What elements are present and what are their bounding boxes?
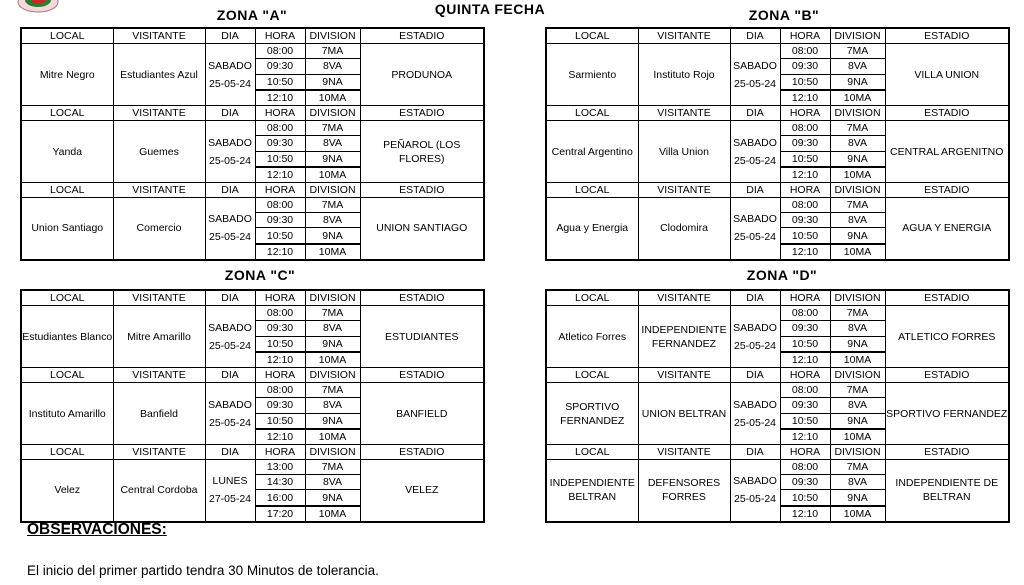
match-division: 10MA — [830, 506, 885, 522]
local-team: INDEPENDIENTE BELTRAN — [546, 460, 638, 522]
dia-header: DIA — [205, 28, 255, 44]
local-team: Estudiantes Blanco — [21, 306, 113, 368]
match-time: 10:50 — [780, 490, 830, 506]
match-division: 7MA — [305, 306, 360, 321]
visitante-team: Instituto Rojo — [638, 44, 730, 106]
day-date: 25-05-24 — [733, 339, 777, 352]
dia-header: DIA — [730, 444, 780, 459]
match-division: 9NA — [305, 490, 360, 506]
match-row — [21, 44, 484, 59]
stadium: INDEPENDIENTE DE BELTRAN — [885, 460, 1009, 522]
day-name: SABADO — [733, 213, 777, 226]
local-team: SPORTIVO FERNANDEZ — [546, 383, 638, 445]
match-division: 7MA — [830, 383, 885, 398]
visitante-team: UNION BELTRAN — [638, 383, 730, 445]
match-time: 12:10 — [255, 352, 305, 368]
local-team: Union Santiago — [21, 198, 113, 260]
match-time: 12:10 — [780, 429, 830, 445]
local-header: LOCAL — [21, 444, 113, 459]
match-time: 10:50 — [255, 336, 305, 352]
match-division: 7MA — [830, 121, 885, 136]
visitante-header: VISITANTE — [113, 290, 205, 306]
match-time: 08:00 — [255, 198, 305, 213]
header-row — [21, 28, 484, 44]
header-row — [546, 28, 1009, 44]
match-division: 9NA — [305, 336, 360, 352]
day-name: SABADO — [208, 213, 252, 226]
match-time: 08:00 — [780, 460, 830, 475]
match-division: 10MA — [305, 429, 360, 445]
match-division: 9NA — [305, 151, 360, 167]
match-time: 09:30 — [780, 213, 830, 228]
local-header: LOCAL — [546, 367, 638, 382]
match-division: 10MA — [830, 167, 885, 183]
local-header: LOCAL — [546, 28, 638, 44]
match-time: 09:30 — [780, 475, 830, 490]
day-name: SABADO — [733, 398, 777, 411]
match-row — [546, 460, 1009, 475]
fixture-table — [545, 27, 1010, 261]
zone-b-title: ZONA "B" — [748, 7, 820, 23]
local-header: LOCAL — [546, 290, 638, 306]
visitante-header: VISITANTE — [638, 105, 730, 120]
match-division: 7MA — [305, 460, 360, 475]
local-team: Atletico Forres — [546, 306, 638, 368]
estadio-header: ESTADIO — [885, 444, 1009, 459]
hora-header: HORA — [780, 105, 830, 120]
division-header: DIVISION — [830, 367, 885, 382]
match-row — [21, 383, 484, 398]
zone-c-title: ZONA "C" — [224, 267, 296, 283]
match-day — [730, 44, 780, 106]
division-header: DIVISION — [305, 182, 360, 197]
header-row — [546, 367, 1009, 382]
estadio-header: ESTADIO — [885, 290, 1009, 306]
estadio-header: ESTADIO — [360, 444, 484, 459]
estadio-header: ESTADIO — [360, 182, 484, 197]
match-division: 9NA — [305, 228, 360, 244]
visitante-team: Clodomira — [638, 198, 730, 260]
match-time: 12:10 — [780, 167, 830, 183]
local-header: LOCAL — [546, 105, 638, 120]
header-row — [21, 290, 484, 306]
match-day — [730, 383, 780, 445]
match-division: 9NA — [305, 413, 360, 429]
match-time: 08:00 — [780, 198, 830, 213]
local-header: LOCAL — [21, 105, 113, 120]
match-day — [730, 121, 780, 183]
match-row — [546, 121, 1009, 136]
local-team: Agua y Energia — [546, 198, 638, 260]
match-day — [205, 306, 255, 368]
local-team: Instituto Amarillo — [21, 383, 113, 445]
match-division: 9NA — [830, 336, 885, 352]
match-time: 09:30 — [780, 398, 830, 413]
visitante-team: DEFENSORES FORRES — [638, 460, 730, 522]
division-header: DIVISION — [830, 182, 885, 197]
match-division: 10MA — [305, 244, 360, 260]
fixture-table — [545, 289, 1010, 523]
estadio-header: ESTADIO — [885, 105, 1009, 120]
match-division: 8VA — [305, 475, 360, 490]
day-date: 25-05-24 — [733, 416, 777, 429]
match-division: 10MA — [305, 167, 360, 183]
visitante-team: Comercio — [113, 198, 205, 260]
visitante-header: VISITANTE — [113, 444, 205, 459]
match-row — [546, 306, 1009, 321]
visitante-header: VISITANTE — [638, 444, 730, 459]
zone-d-table — [545, 289, 1008, 523]
match-day — [730, 460, 780, 522]
match-division: 8VA — [305, 213, 360, 228]
visitante-team: Central Cordoba — [113, 460, 205, 522]
local-team: Central Argentino — [546, 121, 638, 183]
match-division: 7MA — [305, 44, 360, 59]
match-division: 10MA — [830, 429, 885, 445]
estadio-header: ESTADIO — [360, 290, 484, 306]
match-division: 10MA — [305, 352, 360, 368]
day-name: SABADO — [208, 398, 252, 411]
dia-header: DIA — [730, 290, 780, 306]
estadio-header: ESTADIO — [885, 367, 1009, 382]
match-division: 8VA — [830, 398, 885, 413]
day-date: 25-05-24 — [208, 339, 252, 352]
dia-header: DIA — [205, 444, 255, 459]
day-date: 25-05-24 — [733, 231, 777, 244]
division-header: DIVISION — [830, 444, 885, 459]
header-row — [546, 444, 1009, 459]
hora-header: HORA — [255, 105, 305, 120]
visitante-team: Guemes — [113, 121, 205, 183]
match-time: 12:10 — [255, 244, 305, 260]
hora-header: HORA — [255, 28, 305, 44]
match-time: 10:50 — [780, 228, 830, 244]
stadium: CENTRAL ARGENITNO — [885, 121, 1009, 183]
match-division: 8VA — [305, 321, 360, 336]
dia-header: DIA — [730, 182, 780, 197]
estadio-header: ESTADIO — [360, 28, 484, 44]
division-header: DIVISION — [830, 290, 885, 306]
visitante-header: VISITANTE — [113, 28, 205, 44]
day-date: 25-05-24 — [733, 493, 777, 506]
division-header: DIVISION — [830, 105, 885, 120]
header-row — [21, 444, 484, 459]
stadium: AGUA Y ENERGIA — [885, 198, 1009, 260]
visitante-team: Estudiantes Azul — [113, 44, 205, 106]
zone-b-table — [545, 27, 1008, 261]
match-day — [205, 383, 255, 445]
match-time: 09:30 — [780, 321, 830, 336]
match-division: 10MA — [830, 244, 885, 260]
match-division: 9NA — [830, 413, 885, 429]
match-time: 10:50 — [780, 336, 830, 352]
dia-header: DIA — [205, 182, 255, 197]
match-division: 7MA — [830, 198, 885, 213]
day-date: 25-05-24 — [208, 154, 252, 167]
day-name: SABADO — [208, 321, 252, 334]
match-division: 7MA — [830, 460, 885, 475]
day-name: SABADO — [208, 59, 252, 72]
hora-header: HORA — [780, 182, 830, 197]
match-day — [205, 121, 255, 183]
stadium: SPORTIVO FERNANDEZ — [885, 383, 1009, 445]
match-time: 08:00 — [255, 383, 305, 398]
hora-header: HORA — [255, 367, 305, 382]
header-row — [546, 105, 1009, 120]
match-time: 12:10 — [255, 429, 305, 445]
match-time: 09:30 — [255, 398, 305, 413]
match-row — [21, 460, 484, 475]
match-time: 12:10 — [255, 167, 305, 183]
estadio-header: ESTADIO — [360, 367, 484, 382]
match-time: 12:10 — [780, 506, 830, 522]
match-day — [730, 306, 780, 368]
visitante-team: Villa Union — [638, 121, 730, 183]
stadium: PRODUNOA — [360, 44, 484, 106]
fixture-table — [20, 289, 485, 523]
match-division: 9NA — [830, 490, 885, 506]
match-time: 10:50 — [780, 413, 830, 429]
match-time: 09:30 — [255, 213, 305, 228]
match-division: 8VA — [830, 321, 885, 336]
header-row — [21, 105, 484, 120]
header-row — [21, 182, 484, 197]
match-day — [205, 198, 255, 260]
division-header: DIVISION — [305, 367, 360, 382]
day-name: SABADO — [208, 136, 252, 149]
dia-header: DIA — [205, 367, 255, 382]
match-division: 7MA — [305, 198, 360, 213]
match-row — [546, 383, 1009, 398]
dia-header: DIA — [730, 367, 780, 382]
hora-header: HORA — [255, 444, 305, 459]
match-row — [546, 198, 1009, 213]
match-division: 8VA — [830, 475, 885, 490]
match-row — [546, 44, 1009, 59]
match-time: 09:30 — [255, 136, 305, 151]
header-row — [546, 182, 1009, 197]
match-time: 17:20 — [255, 506, 305, 522]
day-name: SABADO — [733, 136, 777, 149]
header-row — [546, 290, 1009, 306]
match-time: 16:00 — [255, 490, 305, 506]
dia-header: DIA — [205, 290, 255, 306]
stadium: ATLETICO FORRES — [885, 306, 1009, 368]
match-row — [21, 198, 484, 213]
match-division: 8VA — [305, 398, 360, 413]
local-header: LOCAL — [546, 444, 638, 459]
match-day — [205, 44, 255, 106]
day-date: 25-05-24 — [733, 154, 777, 167]
match-time: 09:30 — [255, 321, 305, 336]
match-division: 8VA — [305, 59, 360, 74]
hora-header: HORA — [780, 28, 830, 44]
zone-a-title: ZONA "A" — [216, 7, 288, 23]
match-division: 9NA — [830, 228, 885, 244]
header-row — [21, 367, 484, 382]
local-header: LOCAL — [21, 367, 113, 382]
visitante-team: INDEPENDIENTE FERNANDEZ — [638, 306, 730, 368]
local-team: Yanda — [21, 121, 113, 183]
visitante-team: Mitre Amarillo — [113, 306, 205, 368]
local-header: LOCAL — [546, 182, 638, 197]
estadio-header: ESTADIO — [885, 182, 1009, 197]
day-date: 25-05-24 — [733, 77, 777, 90]
match-time: 10:50 — [255, 151, 305, 167]
match-time: 10:50 — [255, 413, 305, 429]
dia-header: DIA — [205, 105, 255, 120]
match-day — [730, 198, 780, 260]
day-date: 25-05-24 — [208, 231, 252, 244]
dia-header: DIA — [730, 28, 780, 44]
match-division: 8VA — [830, 59, 885, 74]
match-time: 12:10 — [255, 90, 305, 106]
match-row — [21, 306, 484, 321]
hora-header: HORA — [255, 290, 305, 306]
zone-d-title: ZONA "D" — [746, 267, 818, 283]
match-division: 8VA — [305, 136, 360, 151]
local-header: LOCAL — [21, 182, 113, 197]
stadium: PEÑAROL (LOS FLORES) — [360, 121, 484, 183]
visitante-header: VISITANTE — [113, 182, 205, 197]
visitante-header: VISITANTE — [638, 290, 730, 306]
stadium: UNION SANTIAGO — [360, 198, 484, 260]
match-division: 9NA — [830, 74, 885, 90]
visitante-header: VISITANTE — [638, 28, 730, 44]
match-division: 7MA — [305, 383, 360, 398]
hora-header: HORA — [780, 444, 830, 459]
match-time: 12:10 — [780, 352, 830, 368]
page-title: QUINTA FECHA — [434, 1, 546, 17]
match-division: 10MA — [830, 90, 885, 106]
match-time: 08:00 — [780, 383, 830, 398]
division-header: DIVISION — [305, 28, 360, 44]
match-time: 12:10 — [780, 244, 830, 260]
league-logo — [14, 0, 62, 16]
match-division: 9NA — [305, 74, 360, 90]
estadio-header: ESTADIO — [360, 105, 484, 120]
match-division: 10MA — [830, 352, 885, 368]
observaciones-text: El inicio del primer partido tendra 30 Minutos de tolerancia. — [27, 563, 379, 578]
hora-header: HORA — [780, 367, 830, 382]
hora-header: HORA — [780, 290, 830, 306]
match-time: 10:50 — [780, 74, 830, 90]
match-division: 10MA — [305, 506, 360, 522]
match-time: 12:10 — [780, 90, 830, 106]
estadio-header: ESTADIO — [885, 28, 1009, 44]
match-time: 10:50 — [255, 228, 305, 244]
stadium: VELEZ — [360, 460, 484, 522]
day-name: SABADO — [733, 59, 777, 72]
match-time: 08:00 — [780, 44, 830, 59]
match-time: 09:30 — [255, 59, 305, 74]
dia-header: DIA — [730, 105, 780, 120]
match-time: 08:00 — [780, 121, 830, 136]
hora-header: HORA — [255, 182, 305, 197]
visitante-header: VISITANTE — [113, 367, 205, 382]
local-team: Mitre Negro — [21, 44, 113, 106]
match-time: 10:50 — [780, 151, 830, 167]
match-division: 9NA — [830, 151, 885, 167]
visitante-team: Banfield — [113, 383, 205, 445]
division-header: DIVISION — [305, 105, 360, 120]
division-header: DIVISION — [830, 28, 885, 44]
division-header: DIVISION — [305, 444, 360, 459]
match-time: 08:00 — [255, 121, 305, 136]
match-division: 7MA — [830, 306, 885, 321]
match-row — [21, 121, 484, 136]
day-date: 25-05-24 — [208, 77, 252, 90]
match-time: 09:30 — [780, 136, 830, 151]
local-team: Sarmiento — [546, 44, 638, 106]
fixture-table — [20, 27, 485, 261]
match-time: 14:30 — [255, 475, 305, 490]
day-date: 27-05-24 — [208, 493, 252, 506]
observaciones-title: OBSERVACIONES: — [27, 521, 167, 538]
match-day — [205, 460, 255, 522]
zone-a-table — [20, 27, 483, 261]
match-division: 8VA — [830, 136, 885, 151]
local-header: LOCAL — [21, 290, 113, 306]
match-division: 7MA — [830, 44, 885, 59]
stadium: VILLA UNION — [885, 44, 1009, 106]
visitante-header: VISITANTE — [638, 182, 730, 197]
match-time: 08:00 — [255, 44, 305, 59]
stadium: ESTUDIANTES — [360, 306, 484, 368]
match-time: 09:30 — [780, 59, 830, 74]
day-name: SABADO — [733, 321, 777, 334]
stadium: BANFIELD — [360, 383, 484, 445]
visitante-header: VISITANTE — [638, 367, 730, 382]
match-time: 08:00 — [255, 306, 305, 321]
local-header: LOCAL — [21, 28, 113, 44]
match-time: 08:00 — [780, 306, 830, 321]
day-date: 25-05-24 — [208, 416, 252, 429]
match-time: 10:50 — [255, 74, 305, 90]
match-division: 7MA — [305, 121, 360, 136]
division-header: DIVISION — [305, 290, 360, 306]
visitante-header: VISITANTE — [113, 105, 205, 120]
day-name: LUNES — [212, 475, 248, 488]
match-division: 10MA — [305, 90, 360, 106]
match-time: 13:00 — [255, 460, 305, 475]
zone-c-table — [20, 289, 483, 523]
match-division: 8VA — [830, 213, 885, 228]
local-team: Velez — [21, 460, 113, 522]
day-name: SABADO — [733, 475, 777, 488]
